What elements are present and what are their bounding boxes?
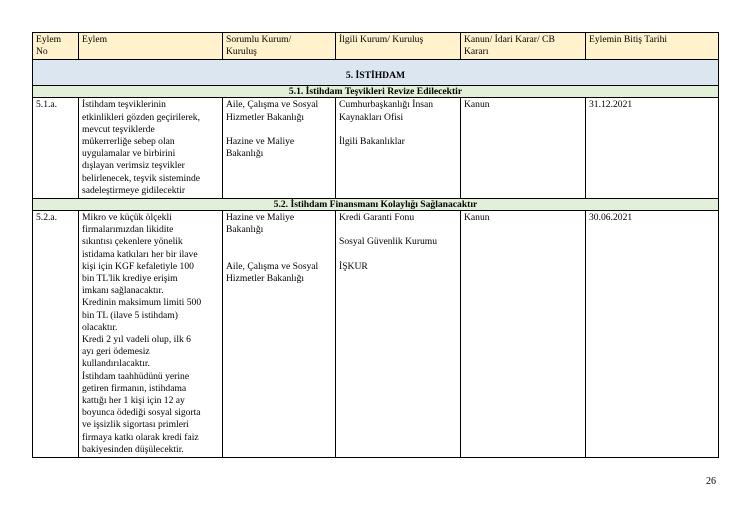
subsection-title: 5.1. İstihdam Teşvikleri Revize Edilecektir — [33, 86, 719, 98]
section-row — [33, 60, 719, 86]
header-sorumlu-kurum: Sorumlu Kurum/ Kuruluş — [223, 33, 336, 60]
action-no: 5.1.a. — [33, 98, 79, 199]
legal-instrument: Kanun — [461, 211, 586, 458]
end-date: 31.12.2021 — [586, 98, 719, 199]
table-row — [33, 98, 719, 199]
header-bitis-tarihi: Eylemin Bitiş Tarihi — [586, 33, 719, 60]
subsection-row — [33, 199, 719, 211]
subsection-title: 5.2. İstihdam Finansmanı Kolaylığı Sağlanacaktır — [33, 199, 719, 211]
responsible-institution: Hazine ve Maliye Bakanlığı Aile, Çalışma ve Sosyal Hizmetler Bakanlığı — [223, 211, 336, 458]
legal-instrument: Kanun — [461, 98, 586, 199]
header-eylem-no: Eylem No — [33, 33, 79, 60]
page-number: 26 — [706, 476, 716, 487]
responsible-institution: Aile, Çalışma ve Sosyal Hizmetler Bakanlığı Hazine ve Maliye Bakanlığı — [223, 98, 336, 199]
section-title: 5. İSTİHDAM — [33, 60, 719, 86]
header-kanun: Kanun/ İdari Karar/ CB Kararı — [461, 33, 586, 60]
action-description: İstihdam teşviklerinin etkinlikleri gözden geçirilerek, mevcut teşviklerde mükerrerliğe sebep olan uygulamalar ve birbirini dışlayan verimsiz teşvikler belirlenecek, teşvik sisteminde sadeleştirmeye gidilecektir — [79, 98, 223, 199]
header-eylem: Eylem — [79, 33, 223, 60]
action-no: 5.2.a. — [33, 211, 79, 458]
table-row — [33, 211, 719, 458]
related-institution: Kredi Garanti Fonu Sosyal Güvenlik Kurumu İŞKUR — [336, 211, 461, 458]
header-row — [33, 33, 719, 60]
end-date: 30.06.2021 — [586, 211, 719, 458]
header-ilgili-kurum: İlgili Kurum/ Kuruluş — [336, 33, 461, 60]
subsection-row — [33, 86, 719, 98]
related-institution: Cumhurbaşkanlığı İnsan Kaynakları Ofisi İlgili Bakanlıklar — [336, 98, 461, 199]
action-description: Mikro ve küçük ölçekli firmalarımızdan likidite sıkıntısı çekenlere yönelik istidama katkıları her bir ilave kişi için KGF kefaletiyle 100 bin TL'lik krediye erişim imkanı sağlanacaktır. Kredinin maksimum limiti 500 bin TL (ilave 5 istihdam) olacaktır. Kredi 2 yıl vadeli olup, ilk 6 ayı geri ödemesiz kullandırılacaktır. İstihdam taahhüdünü yerine getiren firmanın, istihdama kattığı her 1 kişi için 12 ay boyunca ödediği sosyal sigorta ve işsizlik sigortası primleri firmaya katkı olarak kredi faiz bakiyesinden düşülecektir. — [79, 211, 223, 458]
action-plan-table — [32, 32, 719, 458]
